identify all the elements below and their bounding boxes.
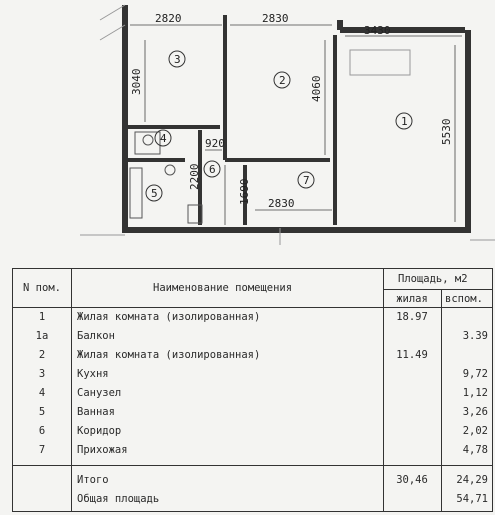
table-total-divider xyxy=(13,465,492,466)
dim-3430: 3430 xyxy=(364,24,391,37)
row-number: 1a xyxy=(35,330,49,342)
room-area-table xyxy=(12,268,493,512)
header-living: жилая xyxy=(396,293,428,305)
dim-4060: 4060 xyxy=(310,75,323,102)
room-label-5: 5 xyxy=(151,187,158,200)
row-number: 3 xyxy=(38,368,46,380)
overall-area-label: Общая площадь xyxy=(77,493,160,505)
total-living-area: 30,46 xyxy=(396,474,428,486)
row-aux-area: 4,78 xyxy=(462,444,488,456)
dim-1690: 1690 xyxy=(238,178,251,205)
row-living-area: 11.49 xyxy=(396,349,428,361)
dim-2830-top: 2830 xyxy=(262,12,289,25)
row-aux-area: 3.39 xyxy=(462,330,488,342)
header-number: N пом. xyxy=(23,282,61,294)
row-aux-area: 1,12 xyxy=(462,387,488,399)
table-vline xyxy=(71,269,72,511)
row-number: 2 xyxy=(38,349,46,361)
row-aux-area: 3,26 xyxy=(462,406,488,418)
dim-3040: 3040 xyxy=(130,68,143,95)
overall-area-value: 54,71 xyxy=(456,493,488,505)
dim-920: 920 xyxy=(205,137,225,150)
row-living-area: 18.97 xyxy=(396,311,428,323)
row-room-name: Санузел xyxy=(77,387,122,399)
room-label-4: 4 xyxy=(160,132,167,145)
room-label-3: 3 xyxy=(174,53,181,66)
row-room-name: Балкон xyxy=(77,330,115,342)
dim-5530: 5530 xyxy=(440,118,453,145)
row-aux-area: 2,02 xyxy=(462,425,488,437)
table-subheader-divider xyxy=(383,289,492,290)
total-aux-area: 24,29 xyxy=(456,474,488,486)
row-number: 4 xyxy=(38,387,46,399)
row-room-name: Кухня xyxy=(77,368,109,380)
row-room-name: Жилая комната (изолированная) xyxy=(77,311,261,323)
row-aux-area: 9,72 xyxy=(462,368,488,380)
header-aux: вспом. xyxy=(445,293,483,305)
row-number: 5 xyxy=(38,406,46,418)
header-room-name: Наименование помещения xyxy=(153,282,293,294)
total-label: Итого xyxy=(77,474,109,486)
row-room-name: Прихожая xyxy=(77,444,128,456)
row-room-name: Коридор xyxy=(77,425,122,437)
table-header-divider xyxy=(13,307,492,308)
room-label-6: 6 xyxy=(209,163,216,176)
row-number: 7 xyxy=(38,444,46,456)
header-area: Площадь, м2 xyxy=(398,273,468,285)
room-label-1: 1 xyxy=(401,115,408,128)
row-room-name: Ванная xyxy=(77,406,115,418)
row-number: 6 xyxy=(38,425,46,437)
row-number: 1 xyxy=(38,311,46,323)
room-label-7: 7 xyxy=(303,174,310,187)
room-label-2: 2 xyxy=(279,74,286,87)
row-room-name: Жилая комната (изолированная) xyxy=(77,349,261,361)
dim-2830-bottom: 2830 xyxy=(268,197,295,210)
dim-2820-top: 2820 xyxy=(155,12,182,25)
plan-walls xyxy=(125,5,468,230)
dim-2200: 2200 xyxy=(188,163,201,190)
